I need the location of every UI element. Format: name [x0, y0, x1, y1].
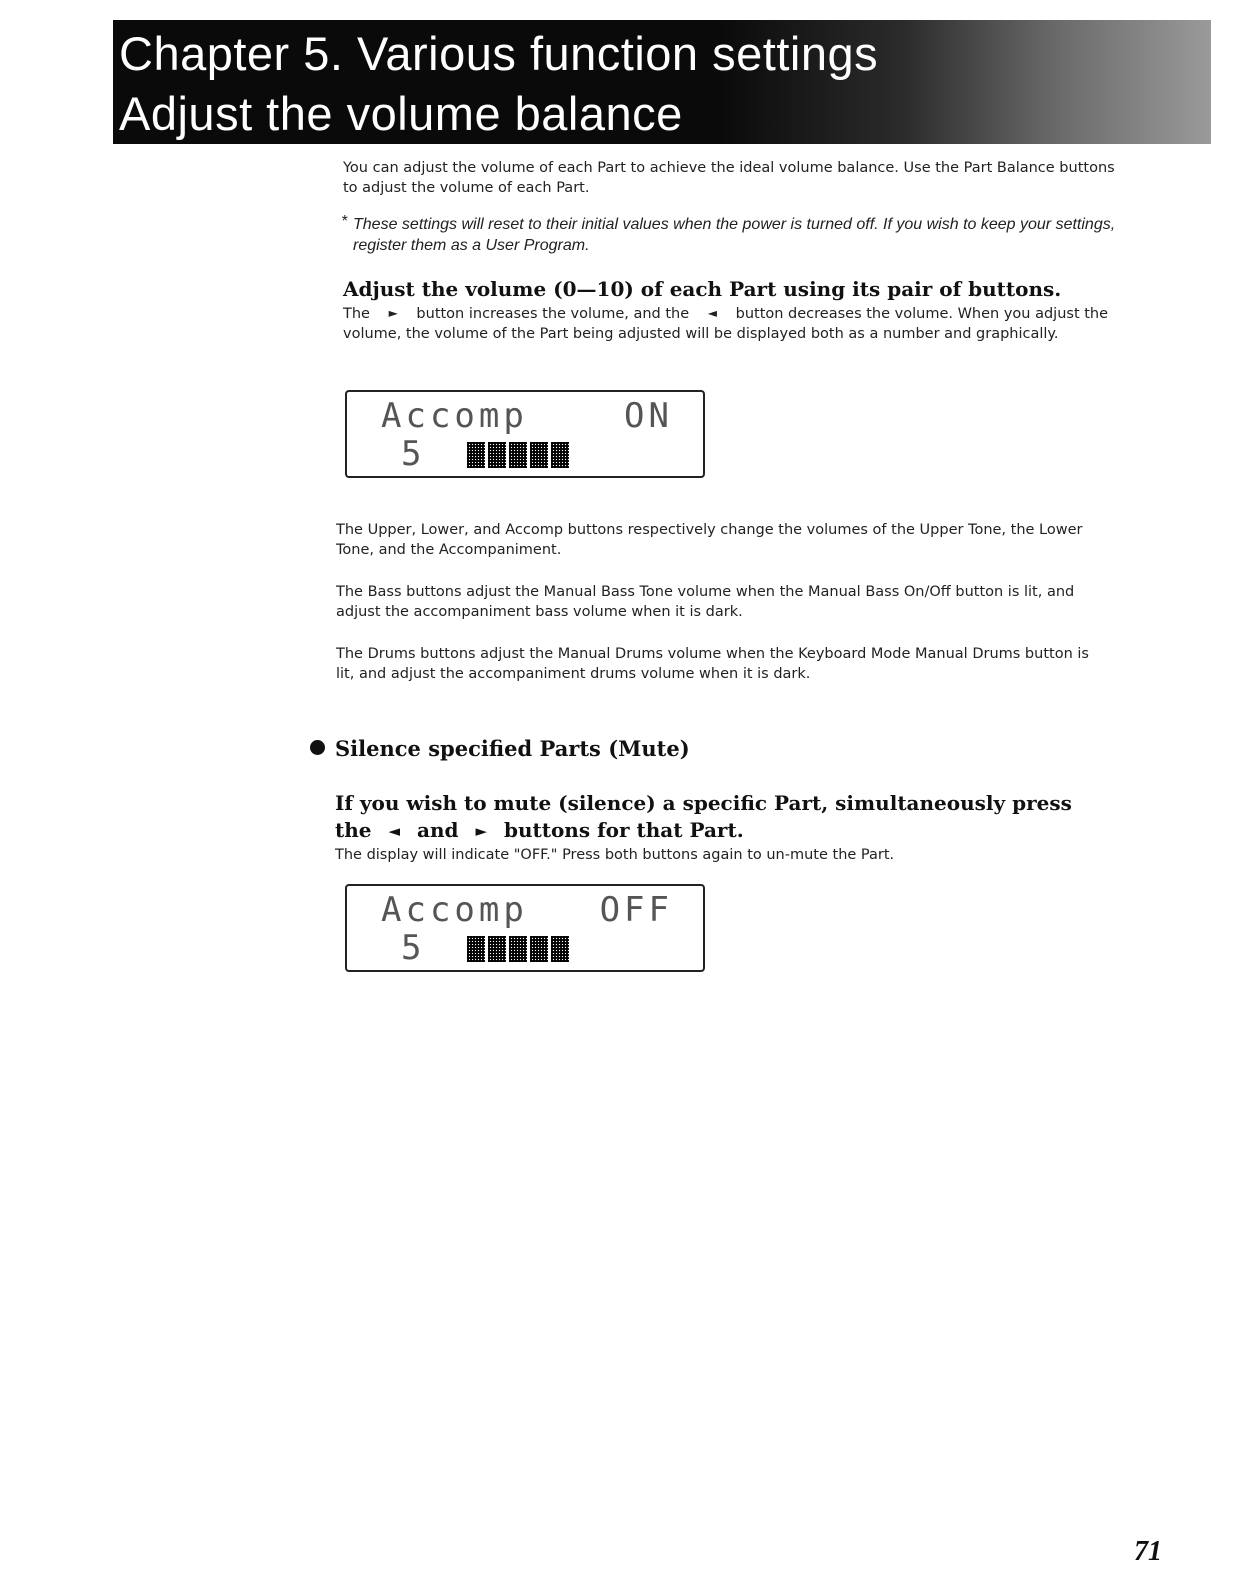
volume-segment	[551, 936, 569, 962]
volume-segment	[509, 442, 527, 468]
adjust-desc-part1: The	[343, 306, 370, 322]
volume-segment	[530, 442, 548, 468]
volume-segment	[509, 936, 527, 962]
right-arrow-icon: ►	[475, 822, 487, 840]
lcd-part-name: Accomp	[381, 396, 528, 436]
mute-section-title	[310, 736, 690, 761]
left-arrow-icon: ◄	[388, 822, 401, 840]
left-arrow-icon: ◄	[707, 306, 718, 320]
page-number: 71	[1134, 1536, 1162, 1567]
lcd-state: ON	[624, 396, 673, 436]
volume-segment	[467, 936, 485, 962]
explanation-paragraphs	[336, 520, 1106, 684]
volume-segment	[530, 936, 548, 962]
mute-step	[335, 790, 1105, 865]
paragraph-upper-lower: The Upper, Lower, and Accomp buttons respectively change the volumes of the Upper Tone, the Lower Tone, and the Accompaniment.	[336, 522, 1083, 558]
adjust-desc-part2: button increases the volume, and the	[416, 306, 690, 322]
mute-heading-part2: and	[417, 818, 459, 842]
volume-segment	[488, 442, 506, 468]
page-title: Adjust the volume balance	[119, 87, 683, 140]
lcd-display-off	[345, 884, 705, 972]
adjust-step-heading: Adjust the volume (0—10) of each Part using its pair of buttons.	[343, 277, 1062, 301]
main-content	[343, 158, 1123, 344]
lcd-state: OFF	[599, 890, 673, 930]
intro-text: You can adjust the volume of each Part to achieve the ideal volume balance. Use the Part Balance buttons to adjust the volume of each Part.	[343, 160, 1115, 196]
bullet-dot-icon	[310, 740, 325, 755]
note-text: These settings will reset to their initial values when the power is turned off. If you wish to keep your settings, register them as a User Program.	[353, 216, 1116, 254]
lcd-volume-number: 5	[401, 434, 426, 474]
paragraph-drums: The Drums buttons adjust the Manual Drums volume when the Keyboard Mode Manual Drums button is lit, and adjust the accompaniment drums volume when it is dark.	[336, 646, 1089, 682]
mute-step-heading	[335, 790, 1105, 845]
lcd-part-name: Accomp	[381, 890, 528, 930]
volume-segment	[488, 936, 506, 962]
note-bullet: *	[341, 213, 348, 230]
volume-segment	[467, 442, 485, 468]
adjust-desc-part3: button decreases the volume. When you adjust the volume, the volume of the Part being adjusted will be displayed both as a number and graphically.	[343, 306, 1109, 342]
mute-heading-part1: If you wish to mute (silence) a specific Part, simultaneously press the	[335, 791, 1072, 842]
mute-title-text: Silence specified Parts (Mute)	[335, 736, 690, 761]
mute-heading-part3: buttons for that Part.	[503, 818, 744, 842]
mute-step-desc: The display will indicate "OFF." Press both buttons again to un-mute the Part.	[335, 847, 895, 863]
lcd-volume-bars	[467, 442, 569, 468]
lcd-display-on	[345, 390, 705, 478]
volume-segment	[551, 442, 569, 468]
lcd-volume-number: 5	[401, 928, 426, 968]
adjust-step-desc	[343, 303, 1123, 344]
chapter-banner	[113, 20, 1211, 144]
lcd-volume-bars	[467, 936, 569, 962]
right-arrow-icon: ►	[388, 306, 398, 320]
note	[343, 214, 1123, 256]
chapter-title: Chapter 5. Various function settings	[119, 27, 879, 80]
paragraph-bass: The Bass buttons adjust the Manual Bass Tone volume when the Manual Bass On/Off button is lit, and adjust the accompaniment bass volume when it is dark.	[336, 584, 1075, 620]
